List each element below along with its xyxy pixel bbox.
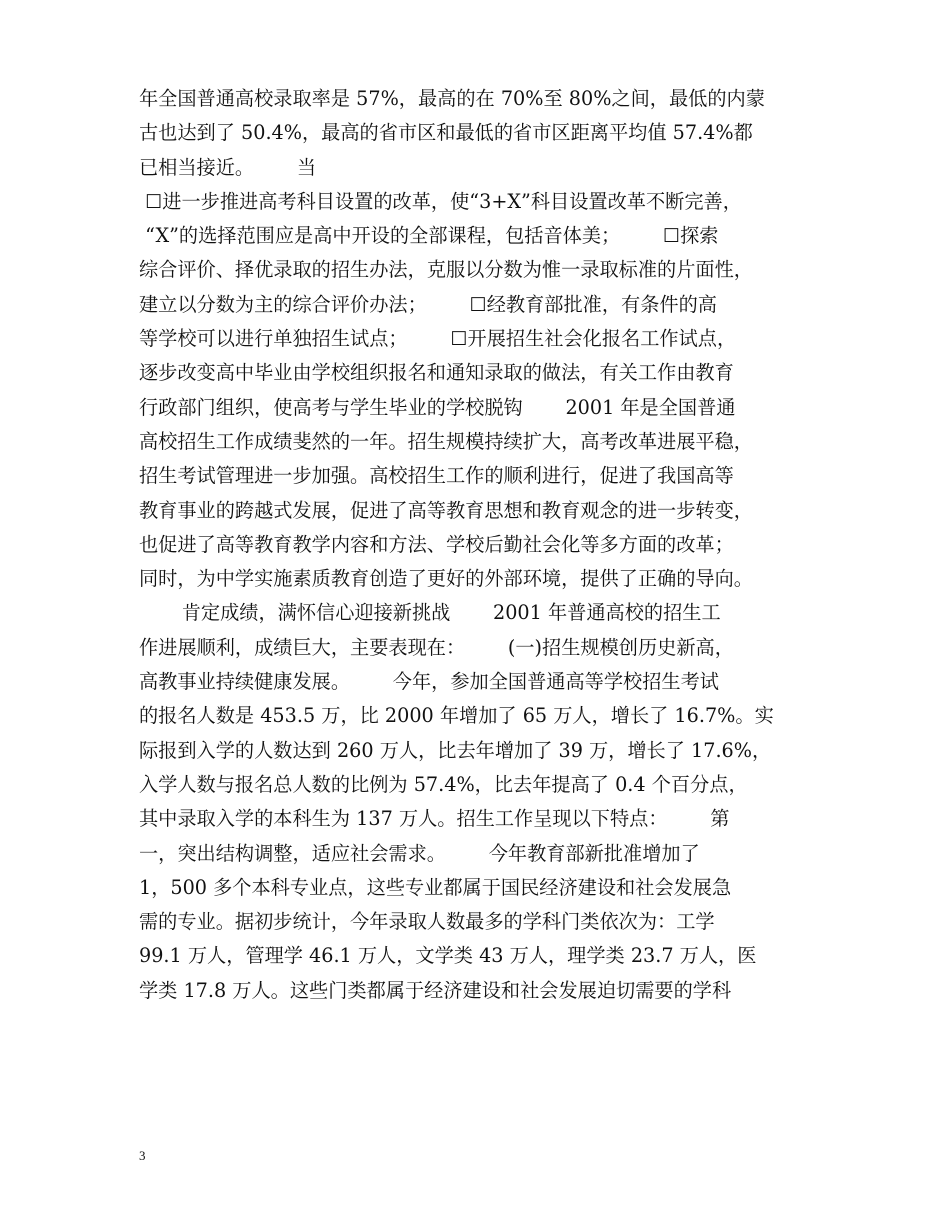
text-line: 逐步改变高中毕业由学校组织报名和通知录取的做法，有关工作由教育 bbox=[139, 361, 734, 385]
page-number: 3 bbox=[139, 1148, 146, 1163]
text-line: “X”的选择范围应是高中开设的全部课程，包括音体美； ☐探索 bbox=[139, 224, 719, 248]
text-line: 作进展顺利，成绩巨大，主要表现在： (一)招生规模创历史新高， bbox=[139, 635, 734, 659]
text-line: 古也达到了 50.4%，最高的省市区和最低的省市区距离平均值 57.4%都 bbox=[139, 121, 753, 145]
text-line: 招生考试管理进一步加强。高校招生工作的顺利进行，促进了我国高等 bbox=[139, 464, 734, 488]
text-line: 入学人数与报名总人数的比例为 57.4%，比去年提高了 0.4 个百分点， bbox=[139, 772, 748, 796]
text-line: 同时，为中学实施素质教育创造了更好的外部环境，提供了正确的导向。 bbox=[139, 567, 753, 591]
body-text bbox=[139, 82, 829, 1008]
text-line: 高校招生工作成绩斐然的一年。招生规模持续扩大，高考改革进展平稳， bbox=[139, 429, 753, 453]
text-line: 一，突出结构调整，适应社会需求。 今年教育部新批准增加了 bbox=[139, 841, 700, 865]
text-line: 已相当接近。 当 bbox=[139, 155, 317, 179]
text-line: ☐进一步推进高考科目设置的改革，使“3+X”科目设置改革不断完善， bbox=[139, 189, 742, 213]
text-line: 需的专业。据初步统计，今年录取人数最多的学科门类依次为：工学 bbox=[139, 910, 715, 934]
text-line: 的报名人数是 453.5 万，比 2000 年增加了 65 万人，增长了 16.7%。实 bbox=[139, 704, 774, 728]
text-line: 行政部门组织，使高考与学生毕业的学校脱钩 2001 年是全国普通 bbox=[139, 395, 736, 419]
text-line: 肯定成绩，满怀信心迎接新挑战 2001 年普通高校的招生工 bbox=[139, 601, 721, 625]
text-line: 其中录取入学的本科生为 137 万人。招生工作呈现以下特点： 第 bbox=[139, 807, 730, 831]
text-line: 99.1 万人，管理学 46.1 万人，文学类 43 万人，理学类 23.7 万人，医 bbox=[139, 944, 757, 968]
text-line: 等学校可以进行单独招生试点； ☐开展招生社会化报名工作试点， bbox=[139, 327, 737, 351]
text-line: 也促进了高等教育教学内容和方法、学校后勤社会化等多方面的改革； bbox=[139, 532, 734, 556]
text-line: 高教事业持续健康发展。 今年，参加全国普通高等学校招生考试 bbox=[139, 670, 719, 694]
text-line: 学类 17.8 万人。这些门类都属于经济建设和社会发展迫切需要的学科 bbox=[139, 978, 732, 1002]
text-line: 际报到入学的人数达到 260 万人，比去年增加了 39 万，增长了 17.6%， bbox=[139, 738, 772, 762]
text-line: 教育事业的跨越式发展，促进了高等教育思想和教育观念的进一步转变， bbox=[139, 498, 753, 522]
text-line: 1，500 多个本科专业点，这些专业都属于国民经济建设和社会发展急 bbox=[139, 875, 732, 899]
text-line: 年全国普通高校录取率是 57%，最高的在 70%至 80%之间，最低的内蒙 bbox=[139, 87, 765, 110]
text-line: 综合评价、择优录取的招生办法，克服以分数为惟一录取标准的片面性， bbox=[139, 258, 753, 282]
text-line: 建立以分数为主的综合评价办法； ☐经教育部批准，有条件的高 bbox=[139, 292, 717, 316]
